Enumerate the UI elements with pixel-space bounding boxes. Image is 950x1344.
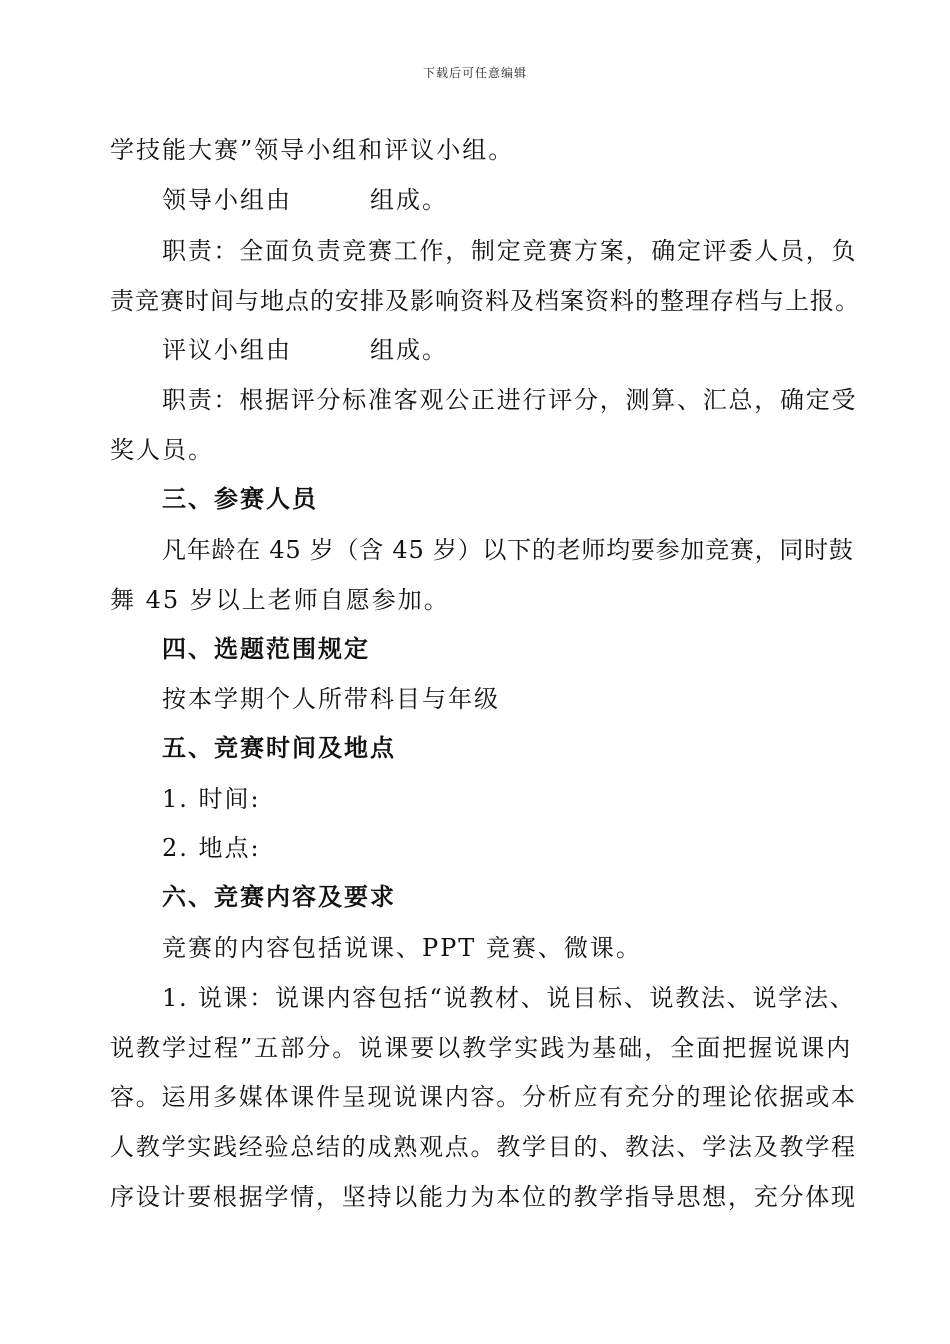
section-heading: 六、竞赛内容及要求 <box>162 882 396 911</box>
paragraph-line: 按本学期个人所带科目与年级 <box>162 685 500 713</box>
list-item: 1. 时间: <box>162 785 261 813</box>
paragraph-line: 责竞赛时间与地点的安排及影响资料及档案资料的整理存档与上报。 <box>110 287 860 315</box>
section-heading: 五、竞赛时间及地点 <box>162 733 396 762</box>
paragraph-line: 人教学实践经验总结的成熟观点。教学目的、教法、学法及教学程 <box>110 1133 857 1161</box>
review-group-suffix: 组成。 <box>370 336 448 364</box>
paragraph-line: 学技能大赛”领导小组和评议小组。 <box>110 136 515 164</box>
review-group-line <box>162 335 448 365</box>
leader-group-line <box>162 185 448 215</box>
section-heading: 三、参赛人员 <box>162 484 318 513</box>
paragraph-line: 序设计要根据学情，坚持以能力为本位的教学指导思想，充分体现 <box>110 1183 857 1211</box>
paragraph-line: 凡年龄在 45 岁（含 45 岁）以下的老师均要参加竞赛，同时鼓 <box>162 536 854 564</box>
paragraph-line: 舞 45 岁以上老师自愿参加。 <box>110 586 450 614</box>
leader-group-label: 领导小组由 <box>162 186 292 214</box>
paragraph-line: 说教学过程”五部分。说课要以教学实践为基础，全面把握说课内 <box>110 1034 853 1062</box>
paragraph-line: 职责：根据评分标准客观公正进行评分，测算、汇总，确定受 <box>162 386 858 414</box>
page-header: 下载后可任意编辑 <box>422 66 527 80</box>
paragraph-line: 职责：全面负责竞赛工作，制定竞赛方案，确定评委人员，负 <box>162 237 858 265</box>
paragraph-line: 竞赛的内容包括说课、PPT 竞赛、微课。 <box>162 934 642 962</box>
section-heading: 四、选题范围规定 <box>162 634 370 663</box>
leader-group-suffix: 组成。 <box>370 186 448 214</box>
list-item: 2. 地点: <box>162 834 261 862</box>
review-group-label: 评议小组由 <box>162 336 292 364</box>
paragraph-line: 奖人员。 <box>110 436 214 464</box>
paragraph-line: 容。运用多媒体课件呈现说课内容。分析应有充分的理论依据或本 <box>110 1083 857 1111</box>
paragraph-line: 1. 说课：说课内容包括“说教材、说目标、说教法、说学法、 <box>162 984 856 1012</box>
